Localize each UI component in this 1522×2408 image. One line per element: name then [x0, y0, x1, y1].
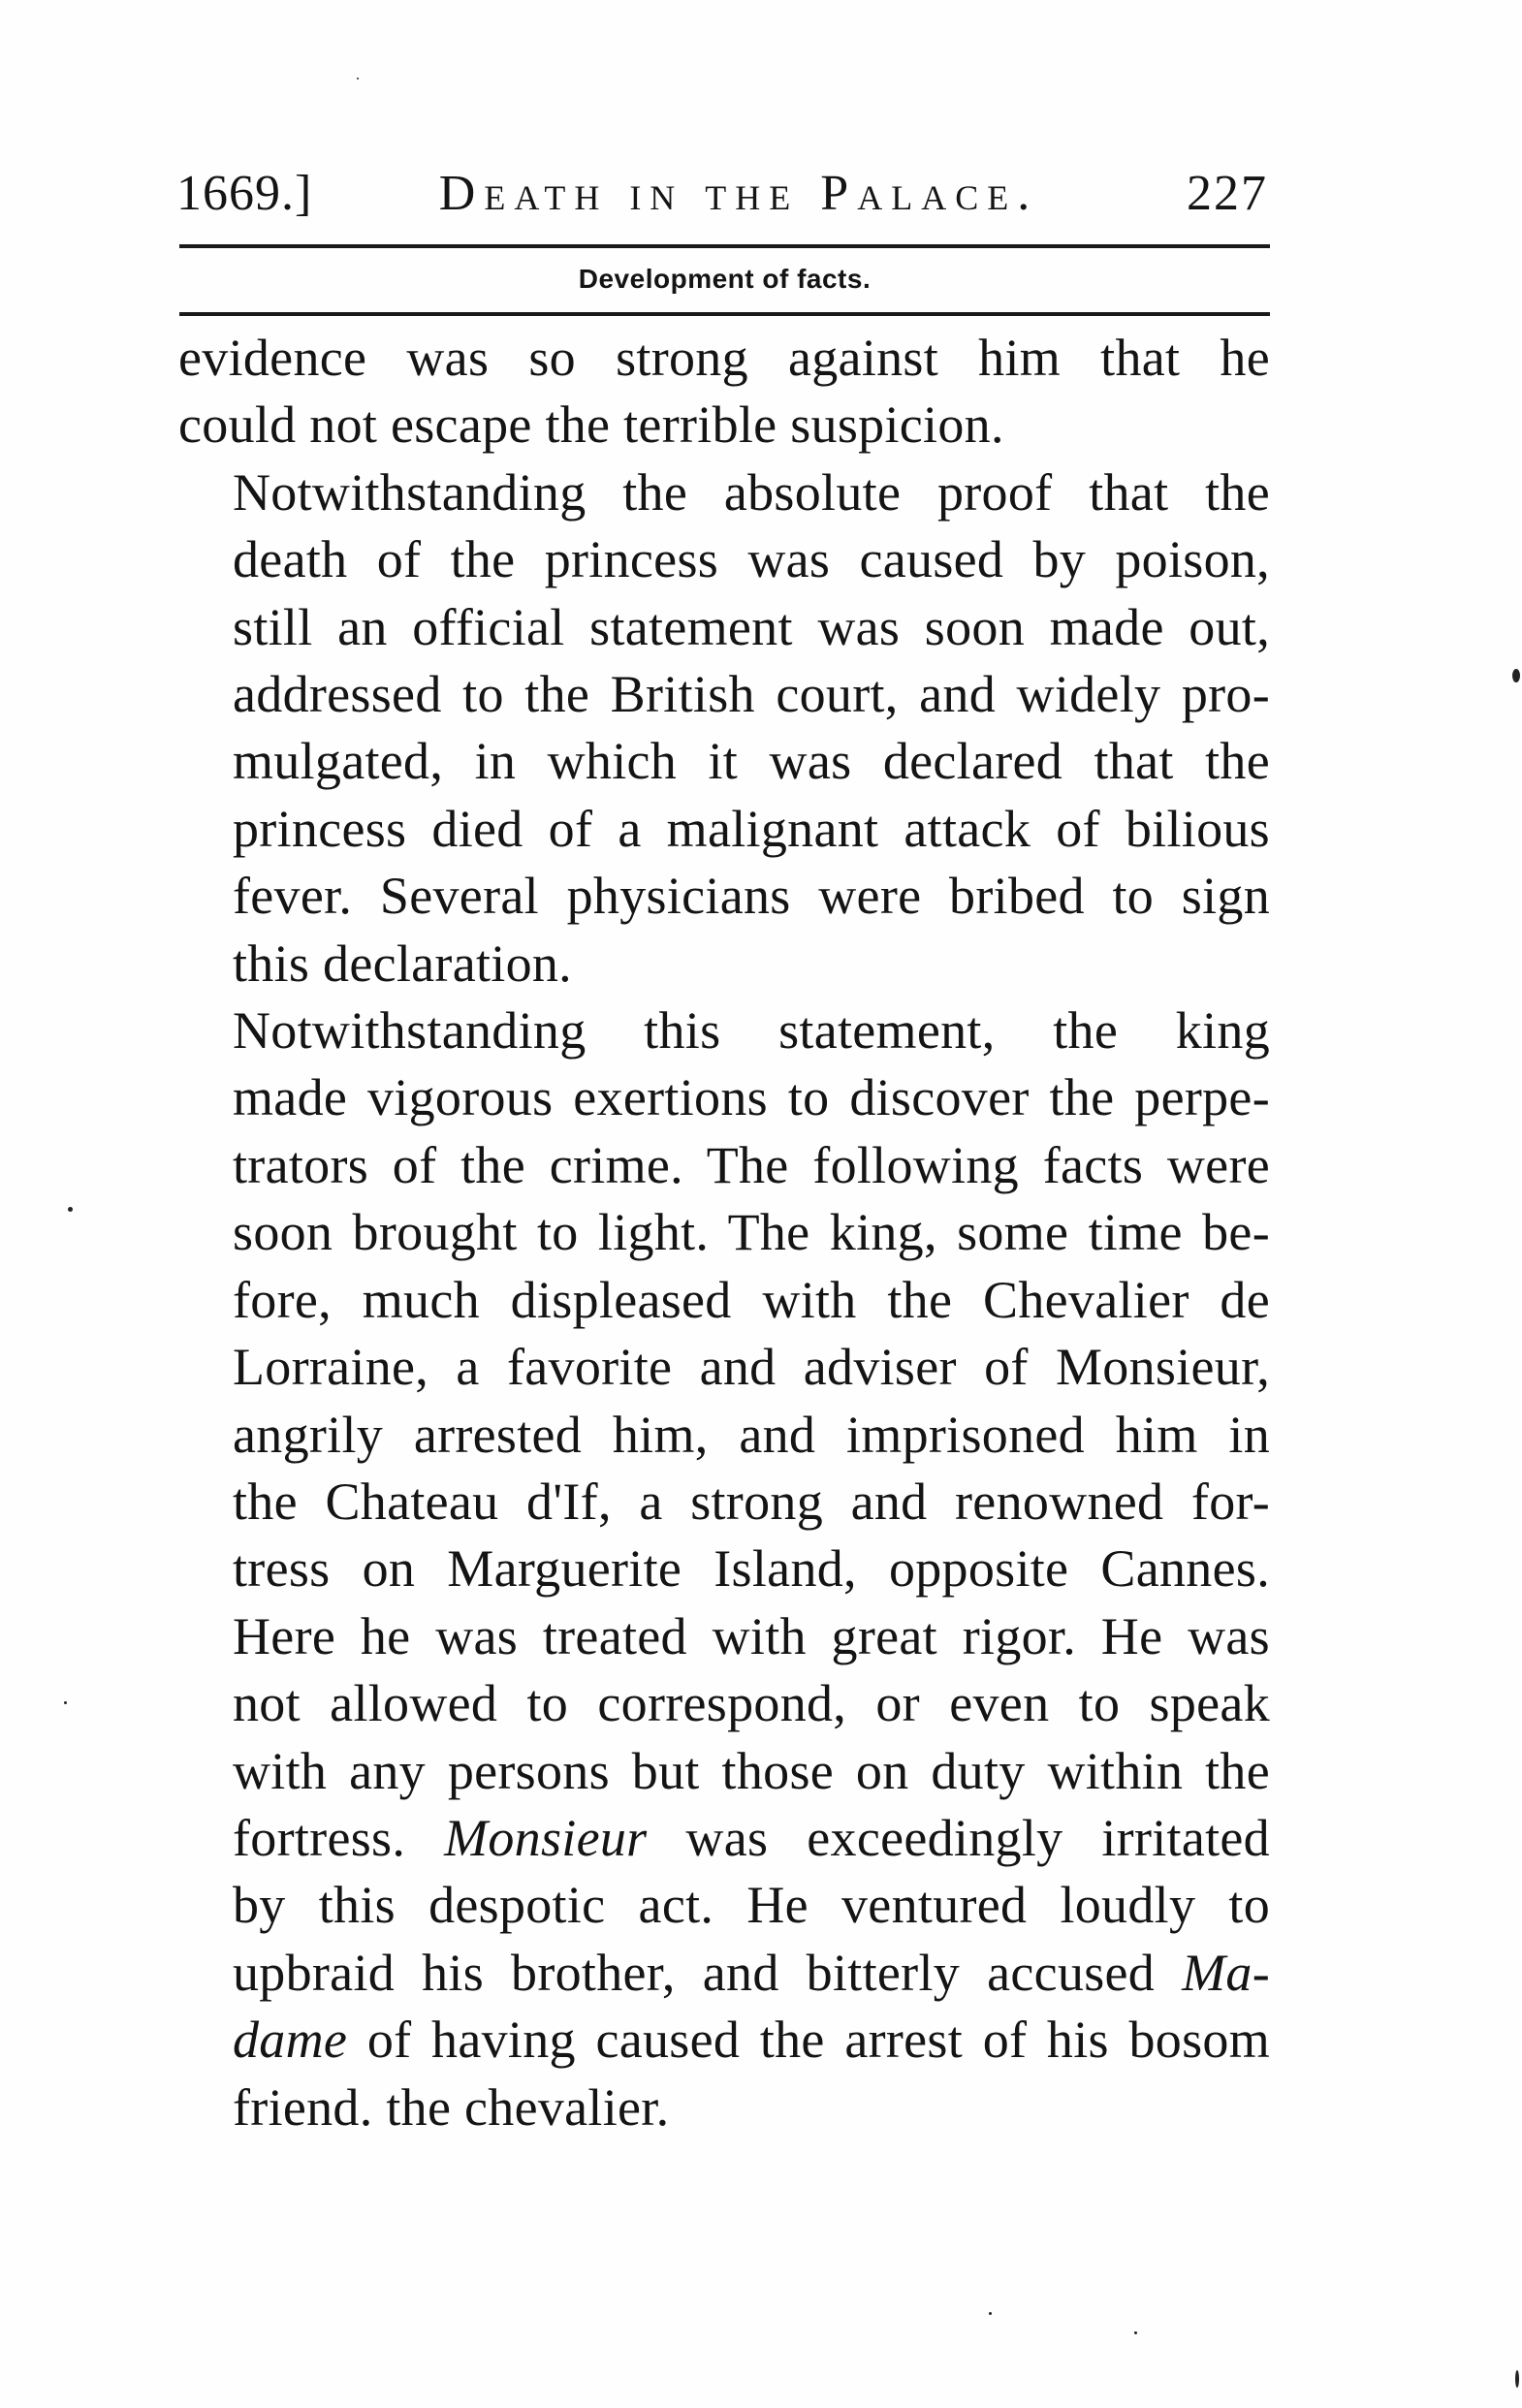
- running-title: Death in the Palace.: [438, 166, 1039, 221]
- text-line: addressed to the British court, and widely pro-: [233, 665, 1270, 724]
- page-number: 227: [1187, 166, 1268, 221]
- paper-speck: [357, 78, 359, 79]
- text-line: [178, 1940, 1270, 2007]
- text-line: fever. Several physicians were bribed to sign: [233, 867, 1270, 926]
- text-line: death of the princess was caused by poison,: [233, 530, 1270, 589]
- side-note: Development of facts.: [578, 264, 872, 294]
- text-line: evidence was so strong against him that he: [178, 329, 1270, 387]
- header-rule-top: [179, 244, 1270, 248]
- text-line: fore, much displeased with the Chevalier de: [233, 1270, 1270, 1329]
- text-line: this declaration.: [233, 934, 572, 993]
- text-line: Notwithstanding this statement, the king: [233, 1001, 1270, 1061]
- paper-speck: [1512, 669, 1520, 682]
- italic-word: dame: [233, 2011, 348, 2070]
- text-line: Notwithstanding the absolute proof that the: [233, 462, 1270, 522]
- text-line: princess died of a malignant attack of bilious: [233, 799, 1270, 858]
- text-line: trators of the crime. The following facts were: [233, 1135, 1270, 1194]
- paper-speck: [1134, 2331, 1137, 2334]
- text-line: not allowed to correspond, or even to speak: [233, 1674, 1270, 1733]
- paper-speck: [989, 2312, 992, 2315]
- text-line: the Chateau d'If, a strong and renowned for-: [233, 1472, 1270, 1531]
- text-line: by this despotic act. He ventured loudly to: [233, 1876, 1270, 1935]
- text-line: could not escape the terrible suspicion.: [178, 396, 1004, 455]
- header-year: 1669.]: [176, 166, 313, 221]
- text-line: [178, 1805, 1270, 1872]
- text-segment: fortress.: [233, 1808, 445, 1867]
- paper-speck: [68, 1207, 73, 1212]
- text-line: still an official statement was soon made out,: [233, 597, 1270, 656]
- text-line: soon brought to light. The king, some time be-: [233, 1203, 1270, 1262]
- header-rule-bottom: [179, 312, 1270, 316]
- text-line: made vigorous exertions to discover the perpe-: [233, 1068, 1270, 1127]
- italic-word: Ma-: [1182, 1943, 1270, 2002]
- text-segment: upbraid his brother, and bitterly accused: [233, 1943, 1183, 2002]
- text-line: friend. the chevalier.: [233, 2077, 670, 2137]
- italic-word: Monsieur: [444, 1808, 648, 1867]
- body-text: [178, 325, 1270, 2141]
- paper-speck: [1515, 2370, 1519, 2388]
- text-segment: was exceedingly irritated: [647, 1808, 1270, 1867]
- text-line: tress on Marguerite Island, opposite Cannes.: [233, 1539, 1270, 1599]
- text-line: Here he was treated with great rigor. He was: [233, 1606, 1270, 1665]
- text-line: mulgated, in which it was declared that the: [233, 732, 1270, 791]
- paper-speck: [64, 1701, 67, 1704]
- paragraph-2: [178, 459, 1270, 998]
- paragraph-3: [178, 998, 1270, 2141]
- running-header: [176, 155, 1268, 233]
- text-line: Lorraine, a favorite and adviser of Monsieur,: [233, 1338, 1270, 1397]
- text-line: angrily arrested him, and imprisoned him in: [233, 1405, 1270, 1464]
- paragraph-1: [178, 325, 1270, 459]
- text-line: [178, 2007, 1270, 2074]
- text-line: with any persons but those on duty within the: [233, 1741, 1270, 1800]
- text-segment: of having caused the arrest of his bosom: [347, 2011, 1270, 2070]
